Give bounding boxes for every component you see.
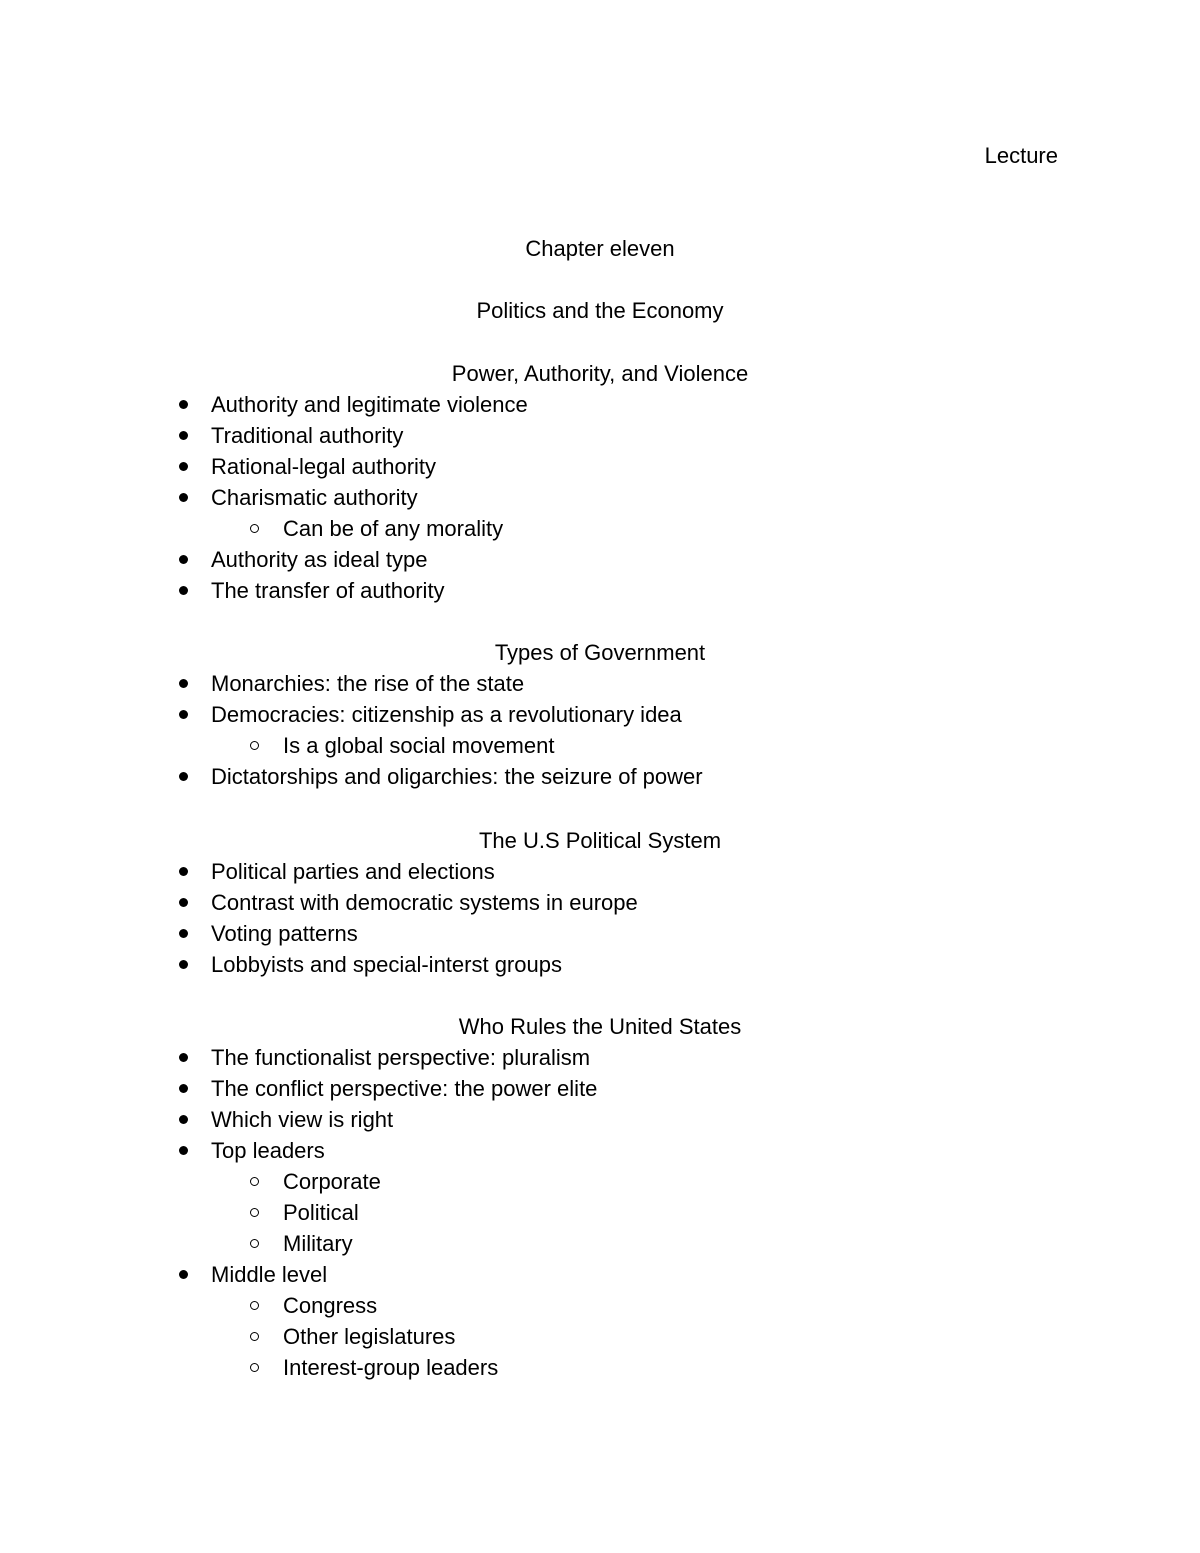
filled-bullet-icon <box>179 493 188 502</box>
sub-list-item <box>0 1166 1200 1197</box>
bullet-list <box>0 1042 1200 1383</box>
list-item-text: Interest-group leaders <box>283 1355 499 1380</box>
list-item <box>0 1104 1200 1135</box>
filled-bullet-icon <box>179 462 188 471</box>
hollow-bullet-icon <box>250 1239 259 1248</box>
list-item-text: Contrast with democratic systems in europe <box>211 890 638 915</box>
list-item-text: Lobbyists and special-interst groups <box>211 952 562 977</box>
sub-list-item <box>0 730 1200 761</box>
filled-bullet-icon <box>179 1053 188 1062</box>
list-item-text: Middle level <box>211 1262 328 1287</box>
section-power-authority <box>0 358 1200 606</box>
bullet-list <box>0 389 1200 606</box>
list-item <box>0 420 1200 451</box>
list-item-text: Is a global social movement <box>283 733 555 758</box>
list-item-text: Political parties and elections <box>211 859 495 884</box>
filled-bullet-icon <box>179 431 188 440</box>
filled-bullet-icon <box>179 400 188 409</box>
hollow-bullet-icon <box>250 1177 259 1186</box>
list-item <box>0 389 1200 420</box>
bullet-list <box>0 856 1200 980</box>
list-item <box>0 699 1200 730</box>
hollow-bullet-icon <box>250 1208 259 1217</box>
section-us-political-system <box>0 825 1200 980</box>
list-item <box>0 668 1200 699</box>
list-item-text: Authority and legitimate violence <box>211 392 528 417</box>
section-heading: Power, Authority, and Violence <box>451 361 749 386</box>
list-item-text: The functionalist perspective: pluralism <box>211 1045 591 1070</box>
filled-bullet-icon <box>179 898 188 907</box>
list-item-text: Rational-legal authority <box>211 454 437 479</box>
list-item-text: Authority as ideal type <box>211 547 428 572</box>
document-subtitle: Politics and the Economy <box>476 298 724 323</box>
sub-list-item <box>0 1321 1200 1352</box>
list-item-text: Democracies: citizenship as a revolutionary idea <box>211 702 682 727</box>
section-who-rules <box>0 1011 1200 1383</box>
sub-list-item <box>0 1352 1200 1383</box>
sub-list-item <box>0 513 1200 544</box>
filled-bullet-icon <box>179 586 188 595</box>
filled-bullet-icon <box>179 929 188 938</box>
list-item-text: Voting patterns <box>211 921 358 946</box>
sub-list-item <box>0 1228 1200 1259</box>
sub-list-item <box>0 1197 1200 1228</box>
hollow-bullet-icon <box>250 741 259 750</box>
list-item <box>0 918 1200 949</box>
list-item <box>0 1259 1200 1290</box>
section-heading: Types of Government <box>494 640 706 665</box>
list-item <box>0 451 1200 482</box>
filled-bullet-icon <box>179 555 188 564</box>
hollow-bullet-icon <box>250 1301 259 1310</box>
filled-bullet-icon <box>179 679 188 688</box>
header-label: Lecture <box>984 143 1058 168</box>
list-item-text: Monarchies: the rise of the state <box>211 671 525 696</box>
list-item-text: Corporate <box>283 1169 381 1194</box>
list-item <box>0 1073 1200 1104</box>
list-item <box>0 482 1200 513</box>
list-item <box>0 887 1200 918</box>
list-item-text: Military <box>283 1231 353 1256</box>
list-item-text: Which view is right <box>211 1107 394 1132</box>
list-item-text: Political <box>283 1200 359 1225</box>
filled-bullet-icon <box>179 1146 188 1155</box>
list-item <box>0 761 1200 792</box>
filled-bullet-icon <box>179 772 188 781</box>
section-heading: The U.S Political System <box>478 828 722 853</box>
chapter-title: Chapter eleven <box>525 236 675 261</box>
bullet-list <box>0 668 1200 792</box>
filled-bullet-icon <box>179 1084 188 1093</box>
section-types-of-government <box>0 637 1200 792</box>
section-heading: Who Rules the United States <box>458 1014 742 1039</box>
filled-bullet-icon <box>179 710 188 719</box>
list-item-text: The conflict perspective: the power elite <box>211 1076 598 1101</box>
list-item-text: Congress <box>283 1293 378 1318</box>
list-item-text: Charismatic authority <box>211 485 418 510</box>
list-item <box>0 544 1200 575</box>
list-item <box>0 1042 1200 1073</box>
hollow-bullet-icon <box>250 1332 259 1341</box>
filled-bullet-icon <box>179 1270 188 1279</box>
list-item <box>0 575 1200 606</box>
list-item-text: Dictatorships and oligarchies: the seizure of power <box>211 764 703 789</box>
list-item <box>0 856 1200 887</box>
list-item-text: Other legislatures <box>283 1324 456 1349</box>
sub-list-item <box>0 1290 1200 1321</box>
filled-bullet-icon <box>179 1115 188 1124</box>
list-item-text: The transfer of authority <box>211 578 445 603</box>
list-item <box>0 1135 1200 1166</box>
hollow-bullet-icon <box>250 524 259 533</box>
hollow-bullet-icon <box>250 1363 259 1372</box>
filled-bullet-icon <box>179 867 188 876</box>
filled-bullet-icon <box>179 960 188 969</box>
list-item-text: Top leaders <box>211 1138 325 1163</box>
list-item <box>0 949 1200 980</box>
list-item-text: Can be of any morality <box>283 516 504 541</box>
list-item-text: Traditional authority <box>211 423 404 448</box>
